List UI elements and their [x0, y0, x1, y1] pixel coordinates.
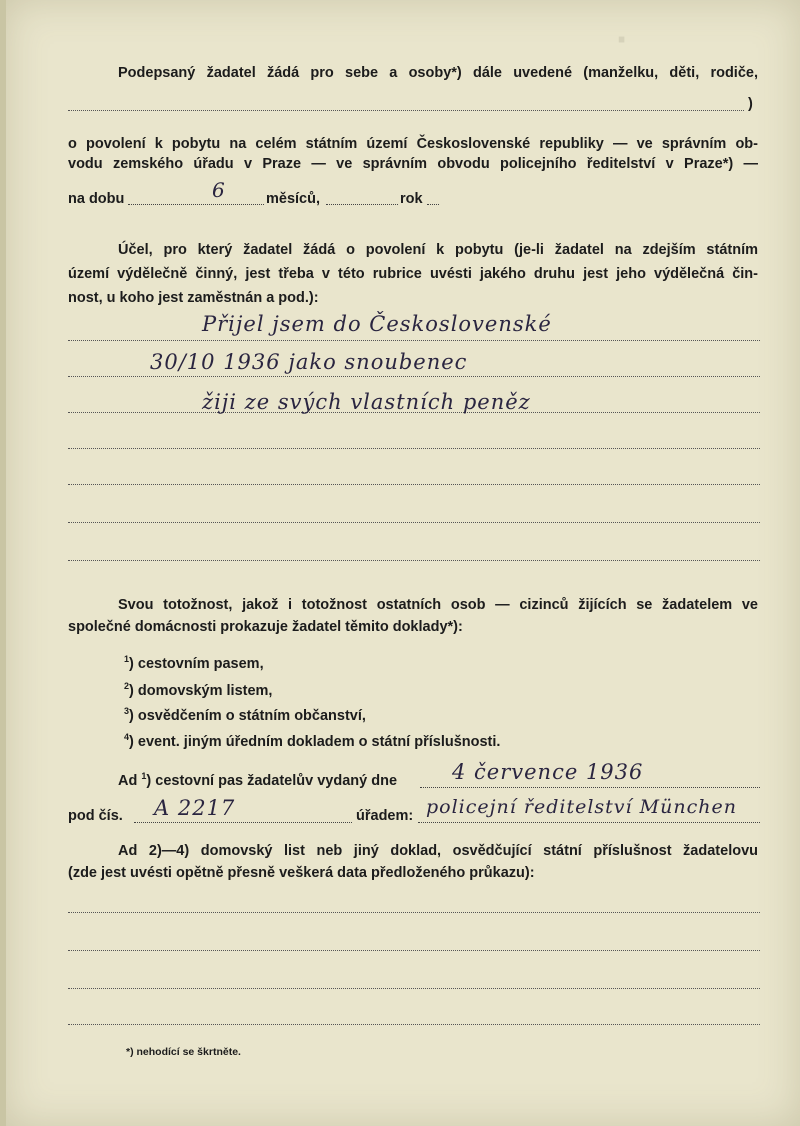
identity-line-2: společné domácnosti prokazuje žadatel těmito doklady*): — [68, 619, 463, 635]
intro-line: Podepsaný žadatel žádá pro sebe a osoby*) dále uvedené (manželku, děti, rodiče, — [118, 65, 758, 81]
passport-number-field[interactable] — [134, 822, 352, 823]
identity-item-4: $^4$) event. jiným úředním dokladem o státní příslušnosti. — [124, 732, 501, 750]
purpose-handwritten-1: Přijel jsem do Československé — [202, 312, 552, 336]
purpose-line-field-4[interactable] — [68, 448, 760, 449]
form-page — [6, 0, 800, 1126]
passport-ad-label: Ad $^1$) cestovní pas žadatelův vydaný dne — [118, 771, 398, 789]
passport-number-value: A 2217 — [154, 796, 236, 820]
years-trailing-dots — [427, 204, 439, 205]
purpose-line-field-6[interactable] — [68, 522, 760, 523]
purpose-handwritten-2: 30/10 1936 jako snoubenec — [150, 350, 468, 374]
months-field[interactable] — [128, 204, 264, 205]
passport-office-label: úřadem: — [356, 808, 414, 824]
purpose-line-field-5[interactable] — [68, 484, 760, 485]
years-field[interactable] — [326, 204, 398, 205]
domicile-line-field-2[interactable] — [68, 950, 760, 951]
purpose-line-field-2[interactable] — [68, 376, 760, 377]
purpose-line-3: nost, u koho jest zaměstnán a pod.): — [68, 290, 319, 306]
bleed-through-mark: · — [616, 18, 630, 62]
domicile-line-field-3[interactable] — [68, 988, 760, 989]
purpose-line-field-7[interactable] — [68, 560, 760, 561]
passport-issued-value: 4 července 1936 — [452, 760, 644, 784]
passport-number-label: pod čís. — [68, 808, 123, 824]
domicile-line-field-1[interactable] — [68, 912, 760, 913]
intro-persons-field[interactable] — [68, 110, 744, 111]
months-label: měsíců, — [266, 191, 320, 207]
footnote: *) nehodící se škrtněte. — [126, 1046, 241, 1058]
permission-line-1: o povolení k pobytu na celém státním území Československé republiky — ve správním ob- — [68, 136, 758, 152]
intro-closing-paren: ) — [748, 96, 753, 112]
identity-line-1: Svou totožnost, jakož i totožnost ostatních osob — cizinců žijících se žadatelem ve — [118, 597, 758, 613]
years-label: rok — [400, 191, 423, 207]
purpose-line-1: Účel, pro který žadatel žádá o povolení k pobytu (je-li žadatel na zdejším státním — [118, 242, 758, 258]
passport-issued-field[interactable] — [420, 787, 760, 788]
identity-item-2: $^2$) domovským listem, — [124, 681, 273, 699]
permission-line-2: vodu zemského úřadu v Praze — ve správním obvodu policejního ředitelství v Praze*) — — [68, 156, 758, 172]
purpose-line-2: území výdělečně činný, jest třeba v této rubrice uvésti jakého druhu jest jeho výdělečná čin- — [68, 266, 758, 282]
months-value: 6 — [212, 178, 226, 202]
purpose-line-field-1[interactable] — [68, 340, 760, 341]
passport-office-field[interactable] — [418, 822, 760, 823]
domicile-line-1: Ad 2)—4) domovský list neb jiný doklad, osvědčující státní příslušnost žadatelovu — [118, 843, 758, 859]
purpose-handwritten-3: žiji ze svých vlastních peněz — [202, 390, 531, 414]
identity-item-1: $^1$) cestovním pasem, — [124, 654, 264, 672]
domicile-line-2: (zde jest uvésti opětně přesně veškerá data předloženého průkazu): — [68, 865, 535, 881]
identity-item-3: $^3$) osvědčením o státním občanství, — [124, 706, 366, 724]
passport-office-value: policejní ředitelství München — [426, 796, 737, 818]
domicile-line-field-4[interactable] — [68, 1024, 760, 1025]
duration-prefix: na dobu — [68, 191, 125, 207]
